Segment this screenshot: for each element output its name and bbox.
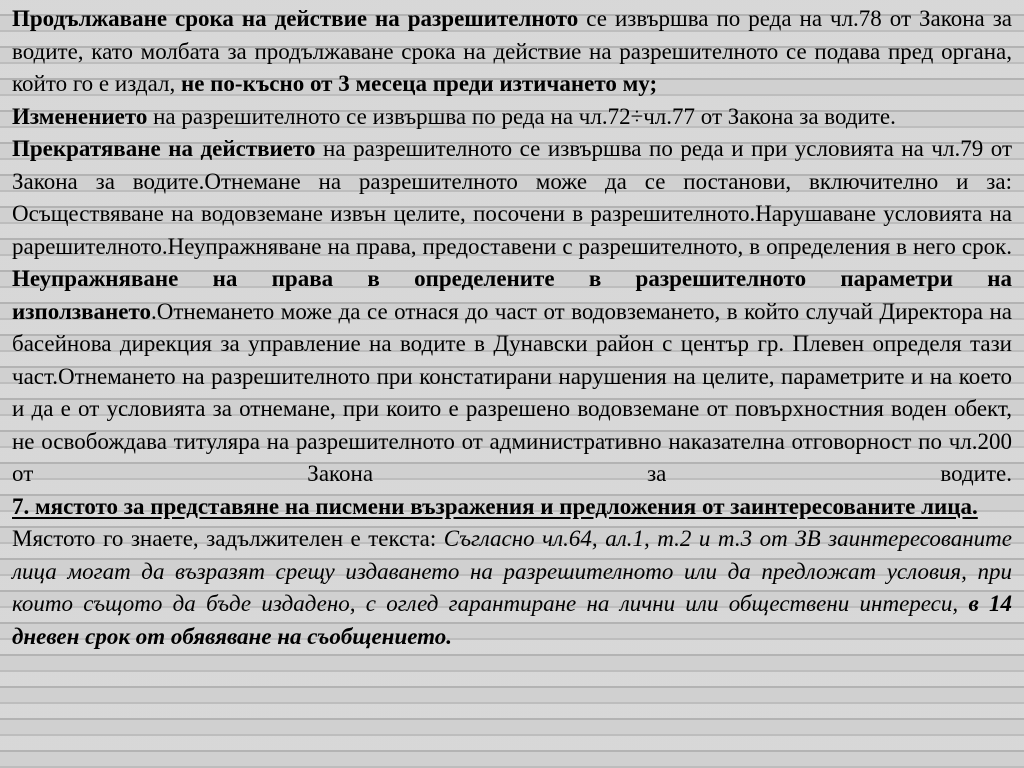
extension-text: се извършва по реда на чл.78 от Закона за водите, като молбата за продължаване срока на действие на разрешителното се подава пред органа, който го е издал,: [12, 6, 1012, 96]
objections-quote: Съгласно чл.64, ал.1, т.2 и т.3 от ЗВ заинтересованите лица могат да възразят срещу издаването на разрешителното или да предложат условия, при които същото да бъде издадено, с оглед гарантиране на лични или обществени интереси,: [12, 526, 1012, 616]
amendment-text: на разрешителното се извършва по реда на чл.72÷чл.77 от Закона за водите.: [147, 103, 896, 129]
termination-text: на разрешителното се извършва по реда и при условията на чл.79 от Закона за водите.Отнемане на разрешителното може да се постанови, включително и за: Осъществяване на водовземане извън целите, посочени в разрешителното.Нарушаване условията на рарешителното.Неупражняване на права, предоставени с разрешителното, в определения в него срок.: [12, 136, 1012, 259]
amendment-heading: Изменението: [12, 103, 148, 129]
paragraph-objections-heading: [12, 491, 1012, 524]
revocation-text: .Отнемането може да се отнася до част от водовземането, в който случай Директора на басейнова дирекция за управление на водите в Дунавски район с център гр. Плевен определя тази част.Отнемането на разрешителното при констатирани нарушения на целите, параметрите и на което и да е от условията за отнемане, при които е разрешено водовземане от повърхностния воден обект, не освобождава титуляра на разрешителното от административно наказателна отговорност по чл.200 от Закона за водите.: [12, 298, 1012, 486]
paragraph-extension: [12, 3, 1012, 101]
objections-intro: Мястото го знаете, задължителен е текста:: [12, 526, 444, 551]
paragraph-termination: [12, 133, 1012, 491]
extension-deadline: не по-късно от 3 месеца преди изтичането му;: [180, 71, 658, 96]
paragraph-amendment: [12, 101, 1012, 134]
objections-heading: 7. мястото за представяне на писмени възражения и предложения от заинтересованите лица.: [12, 493, 978, 519]
objections-deadline: в 14 дневен срок от обявяване на съобщението.: [12, 591, 1013, 649]
termination-heading: Прекратяване на действието: [12, 136, 316, 161]
extension-heading: Продължаване срока на действие на разрешителното: [12, 6, 579, 31]
non-exercise-heading: Неупражняване на права в определените в разрешителното параметри на използването: [12, 266, 1012, 324]
paragraph-objections-text: [12, 523, 1012, 653]
slide-body-text: [12, 3, 1012, 653]
